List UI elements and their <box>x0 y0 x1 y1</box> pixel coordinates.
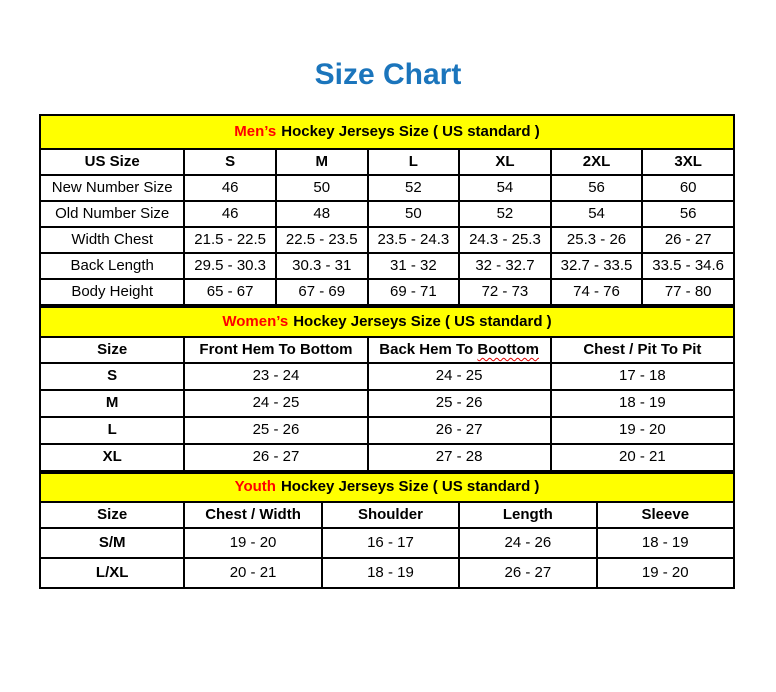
cell: 33.5 - 34.6 <box>642 253 734 279</box>
size-tables <box>39 114 735 589</box>
column-header: Chest / Pit To Pit <box>551 337 734 363</box>
cell: 56 <box>642 201 734 227</box>
youth-size-table <box>39 472 735 589</box>
womens-banner-text: Hockey Jerseys Size ( US standard ) <box>293 312 552 330</box>
table-row <box>40 390 734 417</box>
table-row <box>40 279 734 305</box>
cell: 25 - 26 <box>368 390 551 417</box>
cell: 22.5 - 23.5 <box>276 227 368 253</box>
column-header: Size <box>40 502 184 528</box>
cell: 17 - 18 <box>551 363 734 390</box>
cell: 16 - 17 <box>322 528 459 558</box>
table-row <box>40 253 734 279</box>
cell: 24 - 25 <box>368 363 551 390</box>
row-label: Body Height <box>40 279 184 305</box>
table-row <box>40 363 734 390</box>
cell: 27 - 28 <box>368 444 551 471</box>
row-label: L/XL <box>40 558 184 588</box>
table-row <box>40 227 734 253</box>
cell: 26 - 27 <box>184 444 367 471</box>
cell: 25 - 26 <box>184 417 367 444</box>
column-header: Sleeve <box>597 502 734 528</box>
cell: 31 - 32 <box>368 253 460 279</box>
cell: 21.5 - 22.5 <box>184 227 276 253</box>
page-title: Size Chart <box>314 58 462 91</box>
column-header: 2XL <box>551 149 643 175</box>
cell: 52 <box>368 175 460 201</box>
cell: 65 - 67 <box>184 279 276 305</box>
cell: 24.3 - 25.3 <box>459 227 551 253</box>
youth-banner-text: Hockey Jerseys Size ( US standard ) <box>280 478 540 496</box>
column-header: L <box>368 149 460 175</box>
column-header: US Size <box>40 149 184 175</box>
column-header: S <box>184 149 276 175</box>
column-header: Front Hem To Bottom <box>184 337 367 363</box>
cell: 25.3 - 26 <box>551 227 643 253</box>
mens-header-row <box>40 149 734 175</box>
womens-banner-row <box>40 307 734 337</box>
row-label: M <box>40 390 184 417</box>
row-label: Old Number Size <box>40 201 184 227</box>
cell: 77 - 80 <box>642 279 734 305</box>
youth-banner-row <box>40 473 734 502</box>
table-row <box>40 201 734 227</box>
table-row <box>40 175 734 201</box>
table-row <box>40 417 734 444</box>
cell: 54 <box>551 201 643 227</box>
cell: 18 - 19 <box>551 390 734 417</box>
cell: 20 - 21 <box>551 444 734 471</box>
row-label: Back Length <box>40 253 184 279</box>
cell: 19 - 20 <box>597 558 734 588</box>
cell: 54 <box>459 175 551 201</box>
mens-size-table <box>39 114 735 306</box>
cell: 69 - 71 <box>368 279 460 305</box>
youth-header-row <box>40 502 734 528</box>
row-label: S <box>40 363 184 390</box>
column-header-text: Back Hem To <box>379 340 478 358</box>
cell: 20 - 21 <box>184 558 321 588</box>
cell: 46 <box>184 175 276 201</box>
column-header: M <box>276 149 368 175</box>
column-header <box>368 337 551 363</box>
mens-banner-row <box>40 115 734 149</box>
cell: 23 - 24 <box>184 363 367 390</box>
cell: 24 - 26 <box>459 528 596 558</box>
cell: 72 - 73 <box>459 279 551 305</box>
row-label: New Number Size <box>40 175 184 201</box>
cell: 32.7 - 33.5 <box>551 253 643 279</box>
table-row <box>40 558 734 588</box>
cell: 18 - 19 <box>597 528 734 558</box>
size-chart-page <box>0 58 776 589</box>
mens-banner-highlight: Men’s <box>234 122 277 140</box>
column-header: XL <box>459 149 551 175</box>
womens-section-banner <box>40 307 734 337</box>
youth-section-banner <box>40 473 734 502</box>
row-label: Width Chest <box>40 227 184 253</box>
youth-banner-highlight: Youth <box>234 478 276 496</box>
row-label: S/M <box>40 528 184 558</box>
column-header: Shoulder <box>322 502 459 528</box>
cell: 60 <box>642 175 734 201</box>
mens-banner-text: Hockey Jerseys Size ( US standard ) <box>281 122 540 140</box>
cell: 52 <box>459 201 551 227</box>
misspelled-word: Boottom <box>477 340 540 358</box>
cell: 26 - 27 <box>368 417 551 444</box>
cell: 23.5 - 24.3 <box>368 227 460 253</box>
column-header: Length <box>459 502 596 528</box>
cell: 50 <box>276 175 368 201</box>
column-header: Chest / Width <box>184 502 321 528</box>
row-label: XL <box>40 444 184 471</box>
cell: 67 - 69 <box>276 279 368 305</box>
mens-section-banner <box>40 115 734 149</box>
cell: 18 - 19 <box>322 558 459 588</box>
cell: 19 - 20 <box>184 528 321 558</box>
column-header: Size <box>40 337 184 363</box>
table-row <box>40 528 734 558</box>
cell: 32 - 32.7 <box>459 253 551 279</box>
cell: 26 - 27 <box>459 558 596 588</box>
womens-banner-highlight: Women’s <box>222 312 289 330</box>
cell: 24 - 25 <box>184 390 367 417</box>
womens-header-row <box>40 337 734 363</box>
womens-size-table <box>39 306 735 472</box>
table-row <box>40 444 734 471</box>
cell: 26 - 27 <box>642 227 734 253</box>
cell: 56 <box>551 175 643 201</box>
cell: 46 <box>184 201 276 227</box>
cell: 48 <box>276 201 368 227</box>
row-label: L <box>40 417 184 444</box>
cell: 50 <box>368 201 460 227</box>
cell: 74 - 76 <box>551 279 643 305</box>
cell: 19 - 20 <box>551 417 734 444</box>
column-header: 3XL <box>642 149 734 175</box>
cell: 29.5 - 30.3 <box>184 253 276 279</box>
cell: 30.3 - 31 <box>276 253 368 279</box>
